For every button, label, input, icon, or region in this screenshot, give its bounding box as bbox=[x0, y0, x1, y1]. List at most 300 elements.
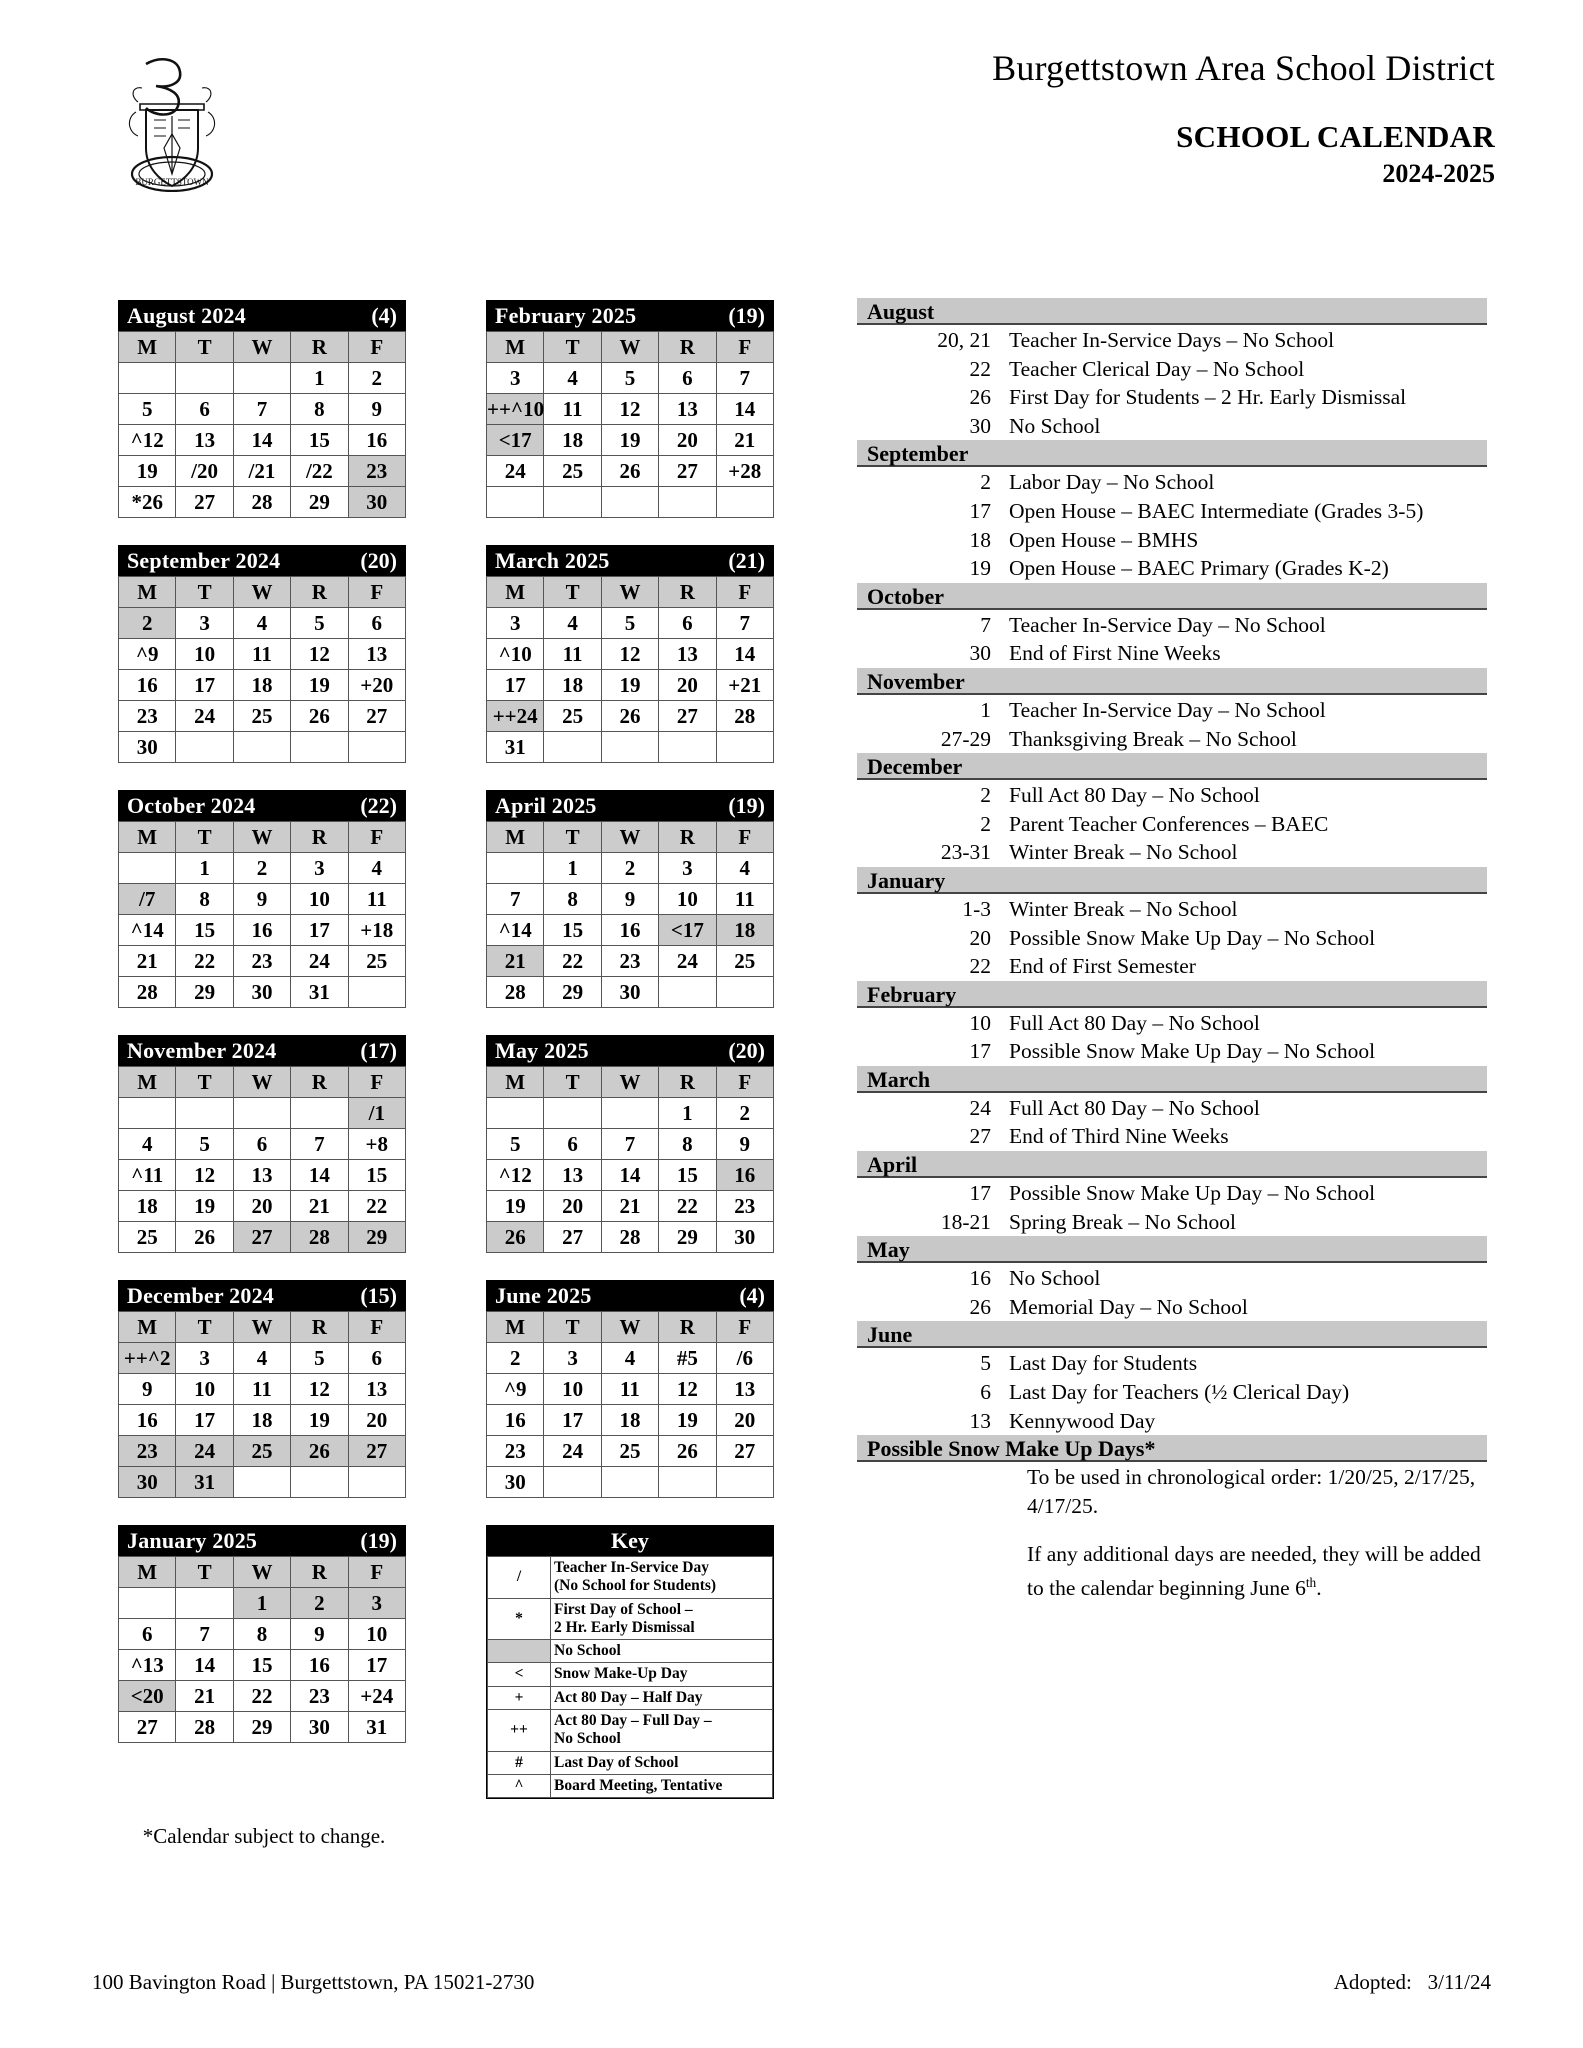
calendar-day-cell[interactable]: 10 bbox=[176, 1374, 233, 1405]
calendar-day-cell[interactable]: 15 bbox=[233, 1650, 290, 1681]
calendar-day-cell[interactable]: 27 bbox=[716, 1436, 773, 1467]
calendar-day-cell[interactable]: 16 bbox=[291, 1650, 348, 1681]
calendar-day-cell[interactable]: 16 bbox=[119, 1405, 176, 1436]
months-column-left bbox=[118, 300, 406, 1770]
calendar-day-cell[interactable]: 28 bbox=[601, 1222, 658, 1253]
calendar-day-cell[interactable]: 10 bbox=[291, 884, 348, 915]
calendar-day-cell[interactable]: 10 bbox=[659, 884, 716, 915]
day-of-week-header: M bbox=[487, 822, 544, 853]
calendar-day-cell[interactable]: 28 bbox=[291, 1222, 348, 1253]
calendar-day-cell[interactable]: 13 bbox=[233, 1160, 290, 1191]
calendar-day-cell[interactable]: 24 bbox=[659, 946, 716, 977]
calendar-day-cell[interactable]: 25 bbox=[544, 456, 601, 487]
calendar-day-cell[interactable]: 19 bbox=[119, 456, 176, 487]
calendar-day-cell[interactable]: /6 bbox=[716, 1343, 773, 1374]
calendar-day-cell[interactable]: 26 bbox=[601, 456, 658, 487]
calendar-day-cell[interactable]: 13 bbox=[716, 1374, 773, 1405]
calendar-day-cell[interactable]: 16 bbox=[233, 915, 290, 946]
calendar-day-cell[interactable]: 26 bbox=[291, 1436, 348, 1467]
calendar-day-cell[interactable]: 27 bbox=[348, 1436, 405, 1467]
calendar-day-cell[interactable]: 21 bbox=[119, 946, 176, 977]
calendar-empty-cell bbox=[544, 487, 601, 518]
calendar-day-cell[interactable]: 19 bbox=[659, 1405, 716, 1436]
legend-label: Act 80 Day – Half Day bbox=[551, 1686, 773, 1709]
calendar-day-cell[interactable]: 31 bbox=[348, 1712, 405, 1743]
day-of-week-header: R bbox=[291, 1067, 348, 1098]
calendar-day-cell[interactable]: 26 bbox=[487, 1222, 544, 1253]
calendar-day-cell[interactable]: 11 bbox=[233, 639, 290, 670]
calendar-day-cell[interactable]: 28 bbox=[119, 977, 176, 1008]
calendar-day-cell[interactable]: 4 bbox=[233, 608, 290, 639]
calendar-day-cell[interactable]: 28 bbox=[716, 701, 773, 732]
week-row bbox=[119, 1343, 406, 1374]
calendar-day-cell[interactable]: 25 bbox=[716, 946, 773, 977]
calendar-day-cell[interactable]: 31 bbox=[176, 1467, 233, 1498]
calendar-day-cell[interactable]: 19 bbox=[487, 1191, 544, 1222]
month-title-bar bbox=[486, 545, 774, 576]
calendar-day-cell[interactable]: 9 bbox=[119, 1374, 176, 1405]
calendar-day-cell[interactable]: 9 bbox=[716, 1129, 773, 1160]
calendar-day-cell[interactable]: 6 bbox=[348, 1343, 405, 1374]
calendar-day-cell[interactable]: 30 bbox=[716, 1222, 773, 1253]
event-description: Teacher In-Service Days – No School bbox=[1009, 328, 1335, 352]
calendar-day-cell[interactable]: 11 bbox=[233, 1374, 290, 1405]
calendar-day-cell[interactable]: 23 bbox=[291, 1681, 348, 1712]
calendar-day-cell[interactable]: 30 bbox=[119, 732, 176, 763]
week-row bbox=[119, 1436, 406, 1467]
calendar-day-cell[interactable]: 12 bbox=[291, 639, 348, 670]
calendar-day-cell[interactable]: 13 bbox=[544, 1160, 601, 1191]
month-day-count: (19) bbox=[728, 303, 765, 328]
calendar-day-cell[interactable]: 30 bbox=[601, 977, 658, 1008]
calendar-day-cell[interactable]: 21 bbox=[176, 1681, 233, 1712]
month-grid bbox=[118, 1066, 406, 1253]
calendar-day-cell[interactable]: 6 bbox=[233, 1129, 290, 1160]
day-of-week-header: W bbox=[233, 332, 290, 363]
calendar-day-cell[interactable]: 18 bbox=[233, 1405, 290, 1436]
calendar-day-cell[interactable]: 3 bbox=[176, 1343, 233, 1374]
month-day-count: (19) bbox=[728, 793, 765, 818]
calendar-day-cell[interactable]: +21 bbox=[716, 670, 773, 701]
calendar-day-cell[interactable]: 15 bbox=[291, 425, 348, 456]
calendar-day-cell[interactable]: 11 bbox=[544, 394, 601, 425]
calendar-day-cell[interactable]: 29 bbox=[291, 487, 348, 518]
calendar-day-cell[interactable]: 27 bbox=[233, 1222, 290, 1253]
calendar-day-cell[interactable]: 22 bbox=[176, 946, 233, 977]
calendar-day-cell[interactable]: 10 bbox=[544, 1374, 601, 1405]
calendar-day-cell[interactable]: ^12 bbox=[487, 1160, 544, 1191]
day-of-week-header: F bbox=[348, 822, 405, 853]
calendar-day-cell[interactable]: 12 bbox=[291, 1374, 348, 1405]
calendar-day-cell[interactable]: 7 bbox=[291, 1129, 348, 1160]
calendar-day-cell[interactable]: 4 bbox=[348, 853, 405, 884]
day-of-week-header: M bbox=[119, 1312, 176, 1343]
calendar-day-cell[interactable]: 4 bbox=[716, 853, 773, 884]
calendar-day-cell[interactable]: 23 bbox=[716, 1191, 773, 1222]
calendar-day-cell[interactable]: 4 bbox=[601, 1343, 658, 1374]
calendar-day-cell[interactable]: 25 bbox=[544, 701, 601, 732]
calendar-day-cell[interactable]: 3 bbox=[348, 1588, 405, 1619]
calendar-day-cell[interactable]: ++^2 bbox=[119, 1343, 176, 1374]
calendar-day-cell[interactable]: 2 bbox=[348, 363, 405, 394]
day-of-week-header: F bbox=[716, 1067, 773, 1098]
calendar-day-cell[interactable]: 13 bbox=[176, 425, 233, 456]
calendar-day-cell[interactable]: 3 bbox=[544, 1343, 601, 1374]
day-of-week-header: R bbox=[291, 577, 348, 608]
calendar-day-cell[interactable]: 26 bbox=[176, 1222, 233, 1253]
event-row bbox=[857, 383, 1487, 412]
event-description: Teacher In-Service Day – No School bbox=[1009, 612, 1326, 637]
calendar-day-cell[interactable]: 9 bbox=[233, 884, 290, 915]
calendar-day-cell[interactable]: 31 bbox=[291, 977, 348, 1008]
calendar-day-cell[interactable]: 28 bbox=[487, 977, 544, 1008]
calendar-day-cell[interactable]: 5 bbox=[601, 363, 658, 394]
calendar-day-cell[interactable]: 27 bbox=[544, 1222, 601, 1253]
day-of-week-header: T bbox=[544, 1067, 601, 1098]
calendar-day-cell[interactable]: 23 bbox=[487, 1436, 544, 1467]
calendar-day-cell[interactable]: 4 bbox=[119, 1129, 176, 1160]
calendar-day-cell[interactable]: 29 bbox=[233, 1712, 290, 1743]
event-date: 22 bbox=[969, 356, 991, 381]
month-day-count: (4) bbox=[739, 1283, 765, 1308]
calendar-day-cell[interactable]: 21 bbox=[716, 425, 773, 456]
months-column-right bbox=[486, 300, 774, 1799]
calendar-empty-cell bbox=[659, 1467, 716, 1498]
calendar-day-cell[interactable]: 28 bbox=[176, 1712, 233, 1743]
calendar-day-cell[interactable]: ^11 bbox=[119, 1160, 176, 1191]
calendar-day-cell[interactable]: 25 bbox=[119, 1222, 176, 1253]
calendar-day-cell[interactable]: 18 bbox=[601, 1405, 658, 1436]
calendar-day-cell[interactable]: 2 bbox=[119, 608, 176, 639]
calendar-day-cell[interactable]: 22 bbox=[233, 1681, 290, 1712]
calendar-empty-cell bbox=[544, 1098, 601, 1129]
calendar-day-cell[interactable]: 18 bbox=[544, 425, 601, 456]
calendar-day-cell[interactable]: 13 bbox=[348, 1374, 405, 1405]
event-description: End of First Semester bbox=[1009, 954, 1196, 979]
calendar-day-cell[interactable]: 27 bbox=[659, 701, 716, 732]
calendar-day-cell[interactable]: 20 bbox=[716, 1405, 773, 1436]
calendar-day-cell[interactable]: 21 bbox=[487, 946, 544, 977]
calendar-day-cell[interactable]: 1 bbox=[659, 1098, 716, 1129]
calendar-day-cell[interactable]: 6 bbox=[544, 1129, 601, 1160]
calendar-day-cell[interactable]: 3 bbox=[487, 363, 544, 394]
calendar-day-cell[interactable]: 16 bbox=[348, 425, 405, 456]
calendar-day-cell[interactable]: 2 bbox=[601, 853, 658, 884]
calendar-day-cell[interactable]: 18 bbox=[119, 1191, 176, 1222]
calendar-day-cell[interactable]: 11 bbox=[716, 884, 773, 915]
calendar-day-cell[interactable]: 1 bbox=[233, 1588, 290, 1619]
calendar-day-cell[interactable]: 8 bbox=[291, 394, 348, 425]
calendar-day-cell[interactable]: 4 bbox=[544, 608, 601, 639]
calendar-day-cell[interactable]: 3 bbox=[176, 608, 233, 639]
calendar-day-cell[interactable]: <20 bbox=[119, 1681, 176, 1712]
calendar-day-cell[interactable]: 15 bbox=[544, 915, 601, 946]
calendar-day-cell[interactable]: ++^10 bbox=[487, 394, 544, 425]
calendar-day-cell[interactable]: 13 bbox=[659, 639, 716, 670]
calendar-day-cell[interactable]: 24 bbox=[176, 701, 233, 732]
calendar-day-cell[interactable]: 6 bbox=[176, 394, 233, 425]
calendar-day-cell[interactable]: 11 bbox=[348, 884, 405, 915]
calendar-day-cell[interactable]: 19 bbox=[601, 425, 658, 456]
calendar-day-cell[interactable]: 2 bbox=[291, 1588, 348, 1619]
calendar-day-cell[interactable]: 21 bbox=[601, 1191, 658, 1222]
calendar-day-cell[interactable]: 2 bbox=[716, 1098, 773, 1129]
calendar-day-cell[interactable]: 30 bbox=[119, 1467, 176, 1498]
calendar-day-cell[interactable]: <17 bbox=[487, 425, 544, 456]
calendar-day-cell[interactable]: 16 bbox=[601, 915, 658, 946]
calendar-day-cell[interactable]: +18 bbox=[348, 915, 405, 946]
calendar-day-cell[interactable]: +20 bbox=[348, 670, 405, 701]
calendar-day-cell[interactable]: /21 bbox=[233, 456, 290, 487]
event-row bbox=[857, 468, 1487, 497]
calendar-day-cell[interactable]: 9 bbox=[291, 1619, 348, 1650]
calendar-day-cell[interactable]: /1 bbox=[348, 1098, 405, 1129]
week-row bbox=[119, 363, 406, 394]
calendar-day-cell[interactable]: 12 bbox=[176, 1160, 233, 1191]
calendar-day-cell[interactable]: 29 bbox=[659, 1222, 716, 1253]
calendar-day-cell[interactable]: 23 bbox=[601, 946, 658, 977]
calendar-day-cell[interactable]: 20 bbox=[233, 1191, 290, 1222]
calendar-day-cell[interactable]: 2 bbox=[233, 853, 290, 884]
calendar-empty-cell bbox=[348, 977, 405, 1008]
calendar-day-cell[interactable]: 30 bbox=[487, 1467, 544, 1498]
calendar-day-cell[interactable]: 16 bbox=[487, 1405, 544, 1436]
legend-key-row bbox=[488, 1640, 773, 1663]
calendar-day-cell[interactable]: 12 bbox=[601, 639, 658, 670]
calendar-day-cell[interactable]: 1 bbox=[544, 853, 601, 884]
event-description: Teacher In-Service Day – No School bbox=[1009, 697, 1326, 722]
calendar-day-cell[interactable]: +8 bbox=[348, 1129, 405, 1160]
calendar-day-cell[interactable]: 14 bbox=[233, 425, 290, 456]
calendar-day-cell[interactable]: 14 bbox=[176, 1650, 233, 1681]
calendar-day-cell[interactable]: 31 bbox=[487, 732, 544, 763]
calendar-day-cell[interactable]: 13 bbox=[348, 639, 405, 670]
calendar-day-cell[interactable]: 30 bbox=[348, 487, 405, 518]
event-description: Open House – BAEC Intermediate (Grades 3-5) bbox=[1009, 498, 1424, 523]
calendar-day-cell[interactable]: 4 bbox=[233, 1343, 290, 1374]
calendar-day-cell[interactable]: 7 bbox=[233, 394, 290, 425]
calendar-day-cell[interactable]: 19 bbox=[291, 670, 348, 701]
event-date: 2 bbox=[980, 470, 991, 495]
calendar-day-cell[interactable]: 20 bbox=[348, 1405, 405, 1436]
calendar-day-cell[interactable]: 3 bbox=[291, 853, 348, 884]
calendar-day-cell[interactable]: ^9 bbox=[487, 1374, 544, 1405]
calendar-day-cell[interactable]: 29 bbox=[176, 977, 233, 1008]
month-title-bar bbox=[118, 1525, 406, 1556]
event-row bbox=[857, 725, 1487, 754]
calendar-day-cell[interactable]: 17 bbox=[176, 670, 233, 701]
calendar-day-cell[interactable]: 22 bbox=[659, 1191, 716, 1222]
calendar-day-cell[interactable]: 14 bbox=[601, 1160, 658, 1191]
calendar-day-cell[interactable]: 5 bbox=[176, 1129, 233, 1160]
calendar-day-cell[interactable]: 29 bbox=[544, 977, 601, 1008]
calendar-day-cell[interactable]: #5 bbox=[659, 1343, 716, 1374]
calendar-day-cell[interactable]: 23 bbox=[348, 456, 405, 487]
calendar-day-cell[interactable]: 20 bbox=[544, 1191, 601, 1222]
calendar-day-cell[interactable]: 12 bbox=[601, 394, 658, 425]
calendar-day-cell[interactable]: 11 bbox=[601, 1374, 658, 1405]
calendar-day-cell[interactable]: 18 bbox=[233, 670, 290, 701]
calendar-day-cell[interactable]: 6 bbox=[348, 608, 405, 639]
calendar-day-cell[interactable]: 24 bbox=[487, 456, 544, 487]
month-grid bbox=[118, 821, 406, 1008]
day-of-week-header: M bbox=[487, 1312, 544, 1343]
calendar-day-cell[interactable]: 17 bbox=[176, 1405, 233, 1436]
calendar-day-cell[interactable]: 26 bbox=[601, 701, 658, 732]
events-list bbox=[857, 298, 1487, 1603]
calendar-day-cell[interactable]: 10 bbox=[176, 639, 233, 670]
calendar-day-cell[interactable]: 26 bbox=[291, 701, 348, 732]
month-block bbox=[486, 300, 774, 518]
calendar-day-cell[interactable]: 5 bbox=[119, 394, 176, 425]
calendar-day-cell[interactable]: *26 bbox=[119, 487, 176, 518]
calendar-day-cell[interactable]: 5 bbox=[601, 608, 658, 639]
calendar-day-cell[interactable]: <17 bbox=[659, 915, 716, 946]
calendar-day-cell[interactable]: ^10 bbox=[487, 639, 544, 670]
calendar-day-cell[interactable]: 20 bbox=[659, 670, 716, 701]
calendar-day-cell[interactable]: 27 bbox=[348, 701, 405, 732]
calendar-day-cell[interactable]: 27 bbox=[659, 456, 716, 487]
calendar-day-cell[interactable]: 18 bbox=[716, 915, 773, 946]
district-address: 100 Bavington Road | Burgettstown, PA 15021-2730 bbox=[92, 1970, 535, 1994]
legend-label: Board Meeting, Tentative bbox=[551, 1774, 773, 1797]
calendar-day-cell[interactable]: 22 bbox=[544, 946, 601, 977]
day-of-week-header: R bbox=[291, 1312, 348, 1343]
calendar-day-cell[interactable]: 14 bbox=[716, 639, 773, 670]
calendar-day-cell[interactable]: 11 bbox=[544, 639, 601, 670]
calendar-day-cell[interactable]: 1 bbox=[176, 853, 233, 884]
calendar-day-cell[interactable]: 25 bbox=[601, 1436, 658, 1467]
calendar-day-cell[interactable]: 3 bbox=[659, 853, 716, 884]
day-of-week-header: M bbox=[487, 577, 544, 608]
calendar-day-cell[interactable]: 5 bbox=[291, 1343, 348, 1374]
calendar-day-cell[interactable]: 24 bbox=[291, 946, 348, 977]
calendar-day-cell[interactable]: 23 bbox=[119, 701, 176, 732]
calendar-day-cell[interactable]: 6 bbox=[659, 363, 716, 394]
calendar-day-cell[interactable]: 7 bbox=[487, 884, 544, 915]
calendar-day-cell[interactable]: 7 bbox=[716, 608, 773, 639]
calendar-day-cell[interactable]: 9 bbox=[601, 884, 658, 915]
calendar-day-cell[interactable]: 15 bbox=[176, 915, 233, 946]
calendar-day-cell[interactable]: 5 bbox=[487, 1129, 544, 1160]
calendar-day-cell[interactable]: 15 bbox=[659, 1160, 716, 1191]
event-month-header: May bbox=[857, 1236, 1487, 1263]
week-row bbox=[487, 363, 774, 394]
month-name: February 2025 bbox=[495, 303, 637, 328]
calendar-day-cell[interactable]: 7 bbox=[716, 363, 773, 394]
month-block bbox=[486, 1280, 774, 1498]
calendar-day-cell[interactable]: 4 bbox=[544, 363, 601, 394]
calendar-day-cell[interactable]: 7 bbox=[601, 1129, 658, 1160]
calendar-day-cell[interactable]: 9 bbox=[348, 394, 405, 425]
calendar-day-cell[interactable]: 14 bbox=[291, 1160, 348, 1191]
calendar-day-cell[interactable]: ^9 bbox=[119, 639, 176, 670]
calendar-day-cell[interactable]: 17 bbox=[544, 1405, 601, 1436]
calendar-empty-cell bbox=[716, 1467, 773, 1498]
calendar-day-cell[interactable]: 8 bbox=[176, 884, 233, 915]
calendar-day-cell[interactable]: 2 bbox=[487, 1343, 544, 1374]
calendar-day-cell[interactable]: 6 bbox=[119, 1619, 176, 1650]
calendar-day-cell[interactable]: 13 bbox=[659, 394, 716, 425]
calendar-day-cell[interactable]: 30 bbox=[291, 1712, 348, 1743]
calendar-day-cell[interactable]: 26 bbox=[659, 1436, 716, 1467]
calendar-day-cell[interactable]: 15 bbox=[348, 1160, 405, 1191]
calendar-day-cell[interactable]: ^12 bbox=[119, 425, 176, 456]
event-date: 13 bbox=[969, 1408, 991, 1433]
calendar-day-cell[interactable]: 8 bbox=[659, 1129, 716, 1160]
calendar-day-cell[interactable]: 21 bbox=[291, 1191, 348, 1222]
calendar-day-cell[interactable]: 18 bbox=[544, 670, 601, 701]
calendar-day-cell[interactable]: 27 bbox=[119, 1712, 176, 1743]
calendar-day-cell[interactable]: 17 bbox=[291, 915, 348, 946]
calendar-day-cell[interactable]: ^13 bbox=[119, 1650, 176, 1681]
calendar-day-cell[interactable]: 25 bbox=[348, 946, 405, 977]
calendar-day-cell[interactable]: ++24 bbox=[487, 701, 544, 732]
calendar-day-cell[interactable]: 16 bbox=[119, 670, 176, 701]
month-block bbox=[486, 545, 774, 763]
day-of-week-header-row bbox=[119, 1557, 406, 1588]
calendar-day-cell[interactable]: 6 bbox=[659, 608, 716, 639]
calendar-day-cell[interactable]: 14 bbox=[716, 394, 773, 425]
calendar-empty-cell bbox=[176, 363, 233, 394]
calendar-day-cell[interactable]: 23 bbox=[119, 1436, 176, 1467]
calendar-day-cell[interactable]: 8 bbox=[544, 884, 601, 915]
event-row bbox=[857, 1122, 1487, 1151]
calendar-day-cell[interactable]: +24 bbox=[348, 1681, 405, 1712]
month-grid bbox=[486, 331, 774, 518]
event-row bbox=[857, 1009, 1487, 1038]
calendar-empty-cell bbox=[291, 1467, 348, 1498]
week-row bbox=[487, 487, 774, 518]
calendar-day-cell[interactable]: 17 bbox=[348, 1650, 405, 1681]
calendar-day-cell[interactable]: 27 bbox=[176, 487, 233, 518]
calendar-day-cell[interactable]: 17 bbox=[487, 670, 544, 701]
calendar-day-cell[interactable]: 7 bbox=[176, 1619, 233, 1650]
calendar-day-cell[interactable]: ^14 bbox=[119, 915, 176, 946]
calendar-day-cell[interactable]: /22 bbox=[291, 456, 348, 487]
week-row bbox=[119, 732, 406, 763]
week-row bbox=[487, 1222, 774, 1253]
calendar-day-cell[interactable]: 22 bbox=[348, 1191, 405, 1222]
day-of-week-header: R bbox=[659, 1067, 716, 1098]
calendar-day-cell[interactable]: 1 bbox=[291, 363, 348, 394]
calendar-day-cell[interactable]: 25 bbox=[233, 1436, 290, 1467]
week-row bbox=[487, 425, 774, 456]
calendar-day-cell[interactable]: 25 bbox=[233, 701, 290, 732]
calendar-day-cell[interactable]: +28 bbox=[716, 456, 773, 487]
calendar-day-cell[interactable]: 29 bbox=[348, 1222, 405, 1253]
calendar-day-cell[interactable]: 23 bbox=[233, 946, 290, 977]
calendar-day-cell[interactable]: 5 bbox=[291, 608, 348, 639]
calendar-day-cell[interactable]: 3 bbox=[487, 608, 544, 639]
calendar-day-cell[interactable]: ^14 bbox=[487, 915, 544, 946]
calendar-day-cell[interactable]: 24 bbox=[544, 1436, 601, 1467]
calendar-day-cell[interactable]: 30 bbox=[233, 977, 290, 1008]
calendar-day-cell[interactable]: 10 bbox=[348, 1619, 405, 1650]
event-date: 20 bbox=[969, 925, 991, 950]
calendar-day-cell[interactable]: 28 bbox=[233, 487, 290, 518]
calendar-day-cell[interactable]: 19 bbox=[601, 670, 658, 701]
calendar-day-cell[interactable]: 12 bbox=[659, 1374, 716, 1405]
calendar-day-cell[interactable]: 20 bbox=[659, 425, 716, 456]
calendar-day-cell[interactable]: /7 bbox=[119, 884, 176, 915]
calendar-day-cell[interactable]: /20 bbox=[176, 456, 233, 487]
calendar-day-cell[interactable]: 19 bbox=[291, 1405, 348, 1436]
calendar-day-cell[interactable]: 8 bbox=[233, 1619, 290, 1650]
calendar-day-cell[interactable]: 16 bbox=[716, 1160, 773, 1191]
calendar-day-cell[interactable]: 19 bbox=[176, 1191, 233, 1222]
calendar-day-cell[interactable]: 24 bbox=[176, 1436, 233, 1467]
